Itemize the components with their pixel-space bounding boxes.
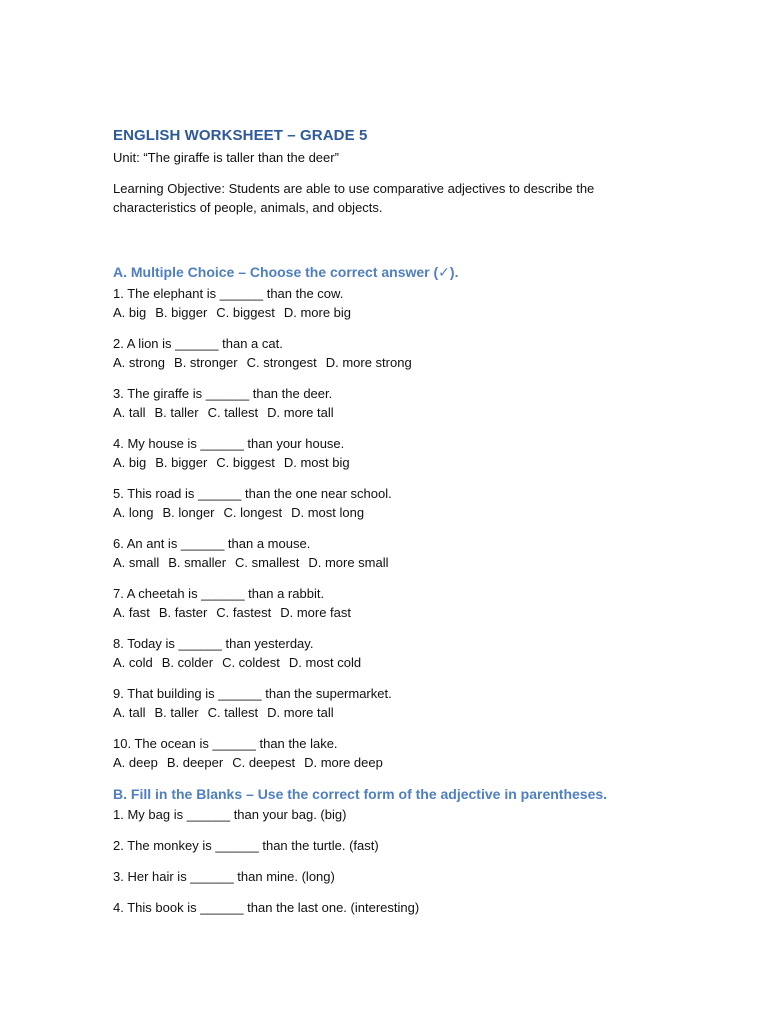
mc-option[interactable]: D. most cold [288, 655, 362, 670]
mc-question [113, 734, 673, 772]
mc-options [113, 353, 673, 372]
mc-options [113, 603, 673, 622]
mc-option[interactable]: A. big [113, 455, 147, 470]
mc-option[interactable]: B. taller [154, 705, 199, 720]
mc-options [113, 653, 673, 672]
section-a-heading: A. Multiple Choice – Choose the correct answer (✓). [113, 264, 459, 280]
mc-option[interactable]: D. more fast [280, 605, 351, 620]
mc-option[interactable]: B. smaller [168, 555, 227, 570]
mc-option[interactable]: C. strongest [246, 355, 317, 370]
multiple-choice-list [113, 284, 673, 772]
learning-objective: Learning Objective: Students are able to use comparative adjectives to describe the characteristics of people, animals, and objects. [113, 181, 595, 215]
mc-question-text: 10. The ocean is ______ than the lake. [113, 736, 338, 751]
mc-options [113, 303, 673, 322]
mc-option[interactable]: C. deepest [232, 755, 296, 770]
fill-blank-question: 3. Her hair is ______ than mine. (long) [113, 869, 335, 884]
mc-question [113, 434, 673, 472]
mc-question-text: 6. An ant is ______ than a mouse. [113, 536, 311, 551]
mc-option[interactable]: D. more tall [267, 405, 334, 420]
fill-blank-question: 2. The monkey is ______ than the turtle. (fast) [113, 838, 379, 853]
mc-option[interactable]: A. tall [113, 705, 146, 720]
mc-option[interactable]: C. longest [223, 505, 283, 520]
mc-question [113, 384, 673, 422]
mc-question [113, 634, 673, 672]
mc-option[interactable]: A. tall [113, 405, 146, 420]
mc-question-text: 1. The elephant is ______ than the cow. [113, 286, 344, 301]
worksheet-page [113, 127, 673, 917]
mc-question [113, 534, 673, 572]
mc-question [113, 684, 673, 722]
mc-option[interactable]: D. most long [291, 505, 365, 520]
mc-option[interactable]: A. strong [113, 355, 166, 370]
mc-option[interactable]: B. faster [158, 605, 208, 620]
mc-question-text: 2. A lion is ______ than a cat. [113, 336, 283, 351]
mc-question [113, 484, 673, 522]
worksheet-title: ENGLISH WORKSHEET – GRADE 5 [113, 127, 368, 144]
mc-option[interactable]: A. deep [113, 755, 158, 770]
mc-option[interactable]: B. stronger [174, 355, 238, 370]
mc-question-text: 5. This road is ______ than the one near school. [113, 486, 392, 501]
mc-question [113, 334, 673, 372]
mc-question [113, 584, 673, 622]
mc-option[interactable]: B. longer [162, 505, 215, 520]
mc-options [113, 453, 673, 472]
mc-option[interactable]: D. more strong [325, 355, 412, 370]
mc-question-text: 3. The giraffe is ______ than the deer. [113, 386, 333, 401]
mc-option[interactable]: A. cold [113, 655, 153, 670]
mc-option[interactable]: D. more tall [267, 705, 334, 720]
mc-options [113, 503, 673, 522]
mc-option[interactable]: B. colder [161, 655, 214, 670]
mc-option[interactable]: C. tallest [207, 405, 259, 420]
mc-option[interactable]: A. small [113, 555, 160, 570]
mc-option[interactable]: A. big [113, 305, 147, 320]
mc-option[interactable]: D. more deep [304, 755, 383, 770]
mc-options [113, 753, 673, 772]
mc-question-text: 7. A cheetah is ______ than a rabbit. [113, 586, 325, 601]
fill-blank-question: 4. This book is ______ than the last one. (interesting) [113, 900, 420, 915]
mc-question-text: 4. My house is ______ than your house. [113, 436, 345, 451]
unit-line: Unit: “The giraffe is taller than the deer” [113, 150, 339, 165]
mc-options [113, 553, 673, 572]
mc-option[interactable]: B. bigger [155, 305, 208, 320]
mc-options [113, 703, 673, 722]
mc-option[interactable]: C. biggest [216, 455, 275, 470]
mc-option[interactable]: D. more small [308, 555, 389, 570]
mc-option[interactable]: B. taller [154, 405, 199, 420]
mc-option[interactable]: C. biggest [216, 305, 275, 320]
mc-question [113, 284, 673, 322]
fill-in-blanks-list [113, 805, 673, 917]
mc-option[interactable]: C. coldest [222, 655, 280, 670]
mc-option[interactable]: C. tallest [207, 705, 259, 720]
mc-option[interactable]: D. more big [283, 305, 352, 320]
mc-option[interactable]: B. bigger [155, 455, 208, 470]
mc-option[interactable]: A. long [113, 505, 154, 520]
mc-question-text: 9. That building is ______ than the supermarket. [113, 686, 392, 701]
fill-blank-question: 1. My bag is ______ than your bag. (big) [113, 807, 347, 822]
mc-option[interactable]: D. most big [283, 455, 350, 470]
mc-option[interactable]: C. fastest [216, 605, 272, 620]
section-b-heading: B. Fill in the Blanks – Use the correct form of the adjective in parentheses. [113, 786, 608, 802]
mc-option[interactable]: C. smallest [235, 555, 300, 570]
mc-question-text: 8. Today is ______ than yesterday. [113, 636, 314, 651]
mc-options [113, 403, 673, 422]
mc-option[interactable]: B. deeper [166, 755, 224, 770]
mc-option[interactable]: A. fast [113, 605, 150, 620]
